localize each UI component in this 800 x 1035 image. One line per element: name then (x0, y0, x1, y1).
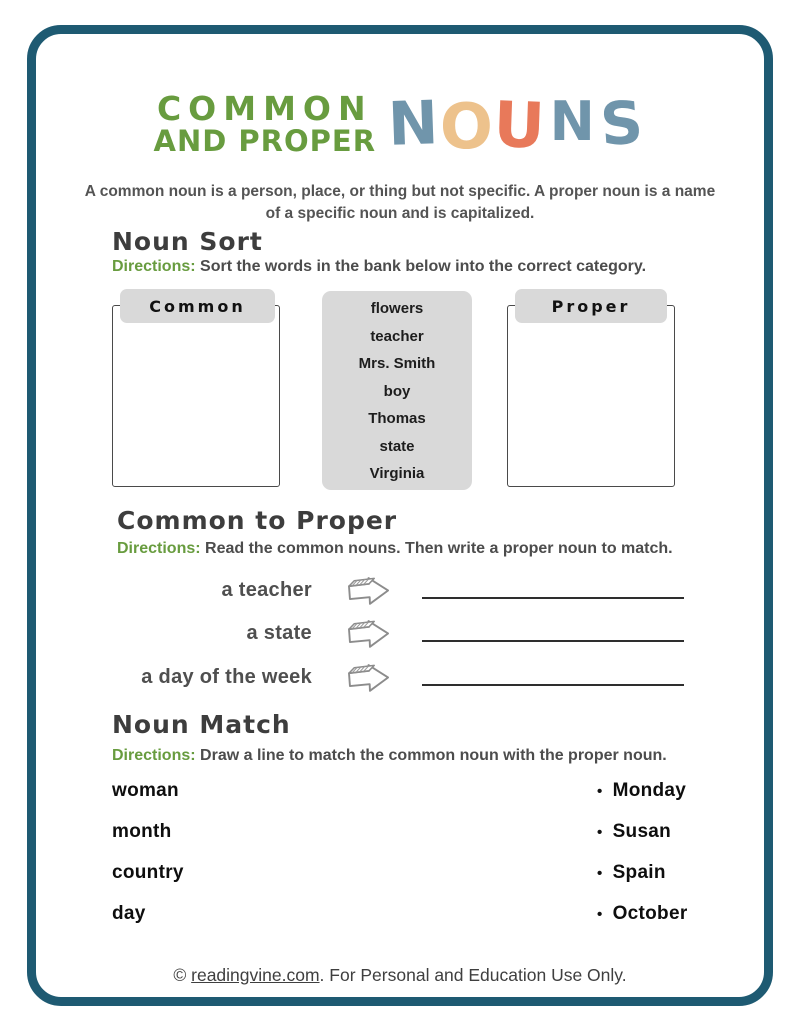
answer-line (422, 597, 684, 599)
proper-tab: Proper (515, 289, 667, 323)
word-bank (322, 291, 472, 490)
match-right-item (597, 780, 686, 802)
answer-line (422, 684, 684, 686)
directions-text: Sort the words in the bank below into the correct category. (200, 258, 647, 275)
common-to-proper-directions (117, 540, 673, 558)
match-right-label: Monday (612, 780, 687, 801)
footer-suffix: . For Personal and Education Use Only. (319, 965, 627, 985)
nouns-letter: N (549, 90, 598, 154)
answer-line (422, 640, 684, 642)
footer-copyright: © (173, 965, 192, 985)
common-tab: Common (120, 289, 275, 323)
title-common-and-proper (153, 89, 377, 159)
nouns-letter: O (440, 90, 497, 164)
prompt-row (112, 568, 688, 612)
common-sort-box (112, 305, 280, 487)
bullet-icon: • (597, 864, 603, 882)
right-arrow-icon (344, 613, 394, 653)
word-bank-item: state (379, 437, 415, 455)
title-nouns (386, 88, 649, 164)
bullet-icon: • (597, 823, 603, 841)
match-left-item: woman (112, 780, 179, 801)
title-block (0, 88, 800, 164)
match-right-item (597, 862, 666, 884)
nouns-letter: N (386, 88, 443, 161)
word-bank-item: teacher (370, 327, 424, 345)
prompt-label: a teacher (221, 578, 312, 601)
word-bank-item: boy (383, 382, 411, 400)
match-right-item (597, 903, 688, 925)
common-to-proper-heading: Common to Proper (117, 506, 398, 535)
proper-sort-box (507, 305, 675, 487)
footer (0, 965, 800, 986)
intro-text: A common noun is a person, place, or thing but not specific. A proper noun is a name of a specific noun and is capitalized. (84, 183, 716, 223)
match-right-item (597, 821, 671, 843)
nouns-letter: S (598, 88, 649, 161)
directions-text: Read the common nouns. Then write a proper noun to match. (205, 540, 673, 557)
directions-label: Directions: (112, 747, 196, 764)
title-line2: AND PROPER (153, 124, 377, 159)
prompt-label: a state (246, 621, 312, 644)
bullet-icon: • (597, 782, 603, 800)
match-right-label: October (612, 903, 688, 924)
prompt-label: a day of the week (141, 665, 312, 688)
match-right-label: Spain (612, 862, 666, 883)
word-bank-item: Thomas (368, 410, 426, 427)
right-arrow-icon (344, 570, 394, 610)
prompt-row (112, 611, 688, 655)
title-line1: COMMON (156, 89, 373, 128)
match-left-item: country (112, 862, 184, 883)
directions-text: Draw a line to match the common noun with the proper noun. (200, 747, 667, 764)
match-right-label: Susan (612, 821, 672, 842)
noun-match-heading: Noun Match (112, 710, 291, 739)
nouns-letter: U (492, 88, 550, 164)
noun-match-directions (112, 747, 667, 765)
directions-label: Directions: (117, 540, 201, 557)
directions-label: Directions: (112, 258, 196, 275)
word-bank-item: Virginia (369, 465, 425, 482)
match-left-item: day (112, 903, 146, 924)
word-bank-item: Mrs. Smith (358, 355, 436, 372)
bullet-icon: • (597, 905, 603, 923)
right-arrow-icon (344, 657, 394, 697)
prompt-row (112, 655, 688, 699)
footer-link[interactable]: readingvine.com (191, 965, 320, 985)
match-left-item: month (112, 821, 172, 842)
noun-sort-directions (112, 258, 646, 276)
noun-sort-heading: Noun Sort (112, 227, 263, 256)
word-bank-item: flowers (370, 300, 424, 317)
